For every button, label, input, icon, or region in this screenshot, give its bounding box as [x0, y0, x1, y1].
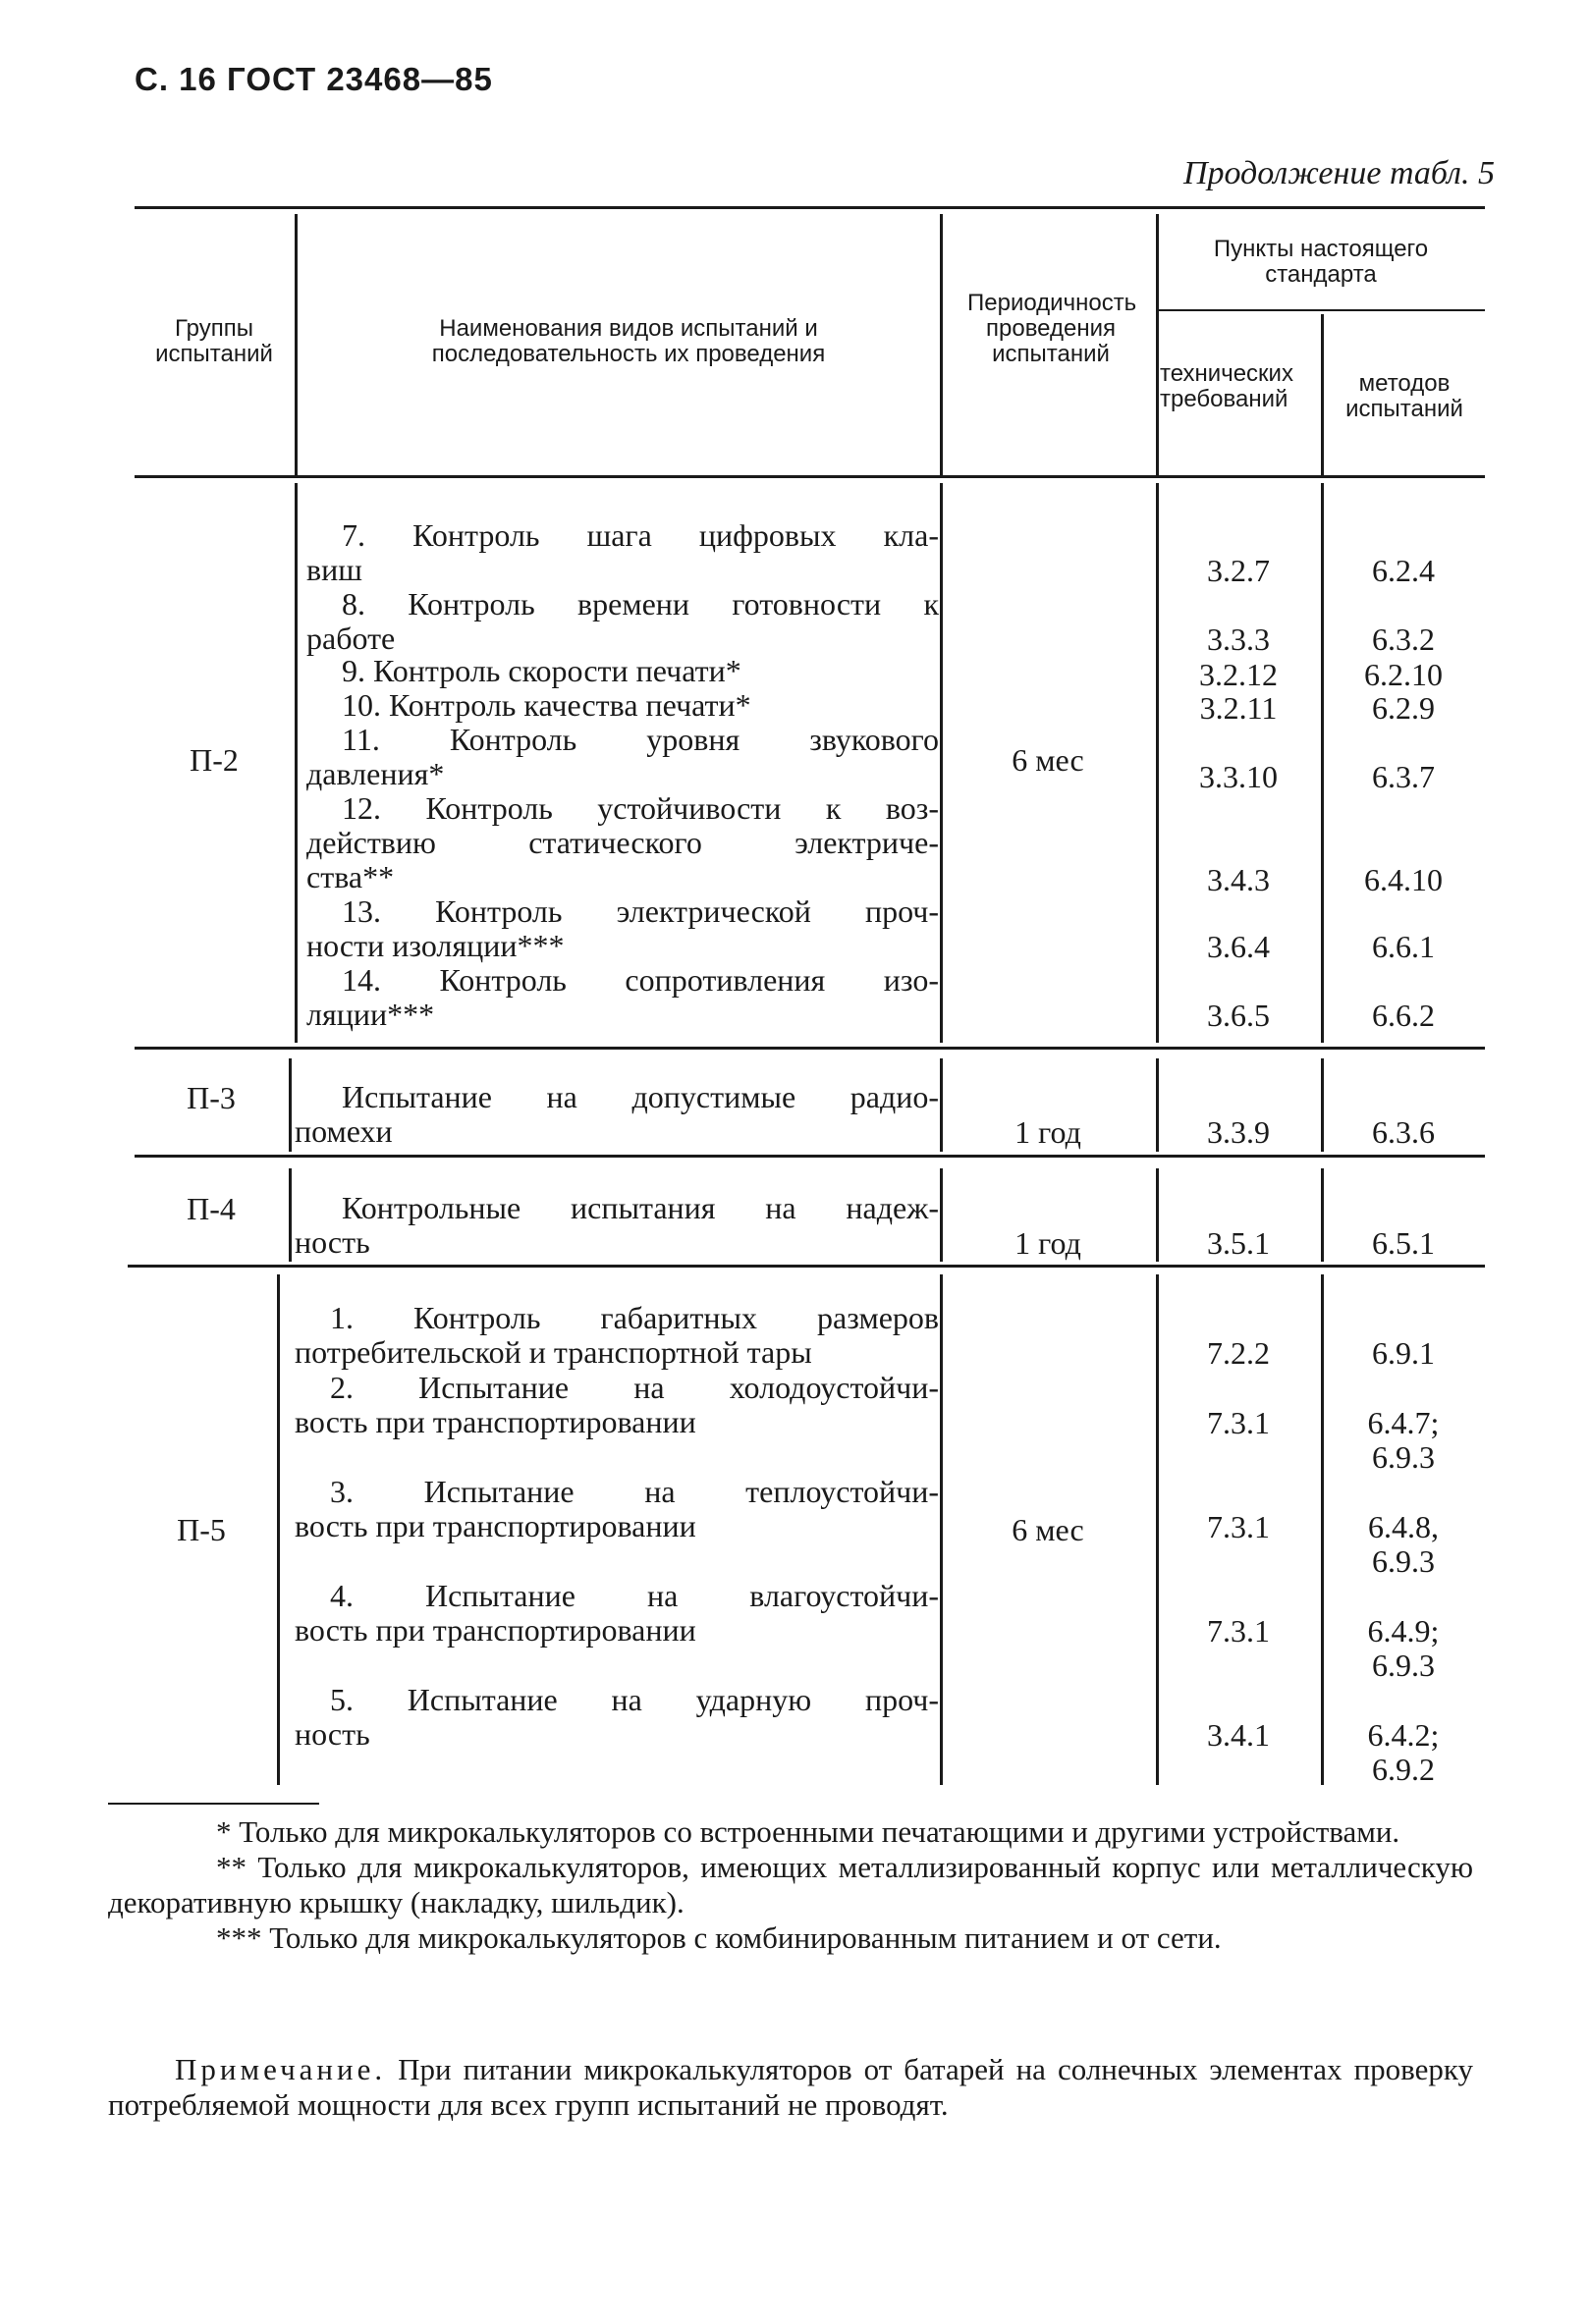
row-divider — [1156, 483, 1159, 1043]
method-clause-cont: 6.9.3 — [1372, 1439, 1435, 1475]
footnote: *** Только для микрокалькуляторов с комбинированным питанием и от сети. — [216, 1920, 1222, 1955]
column-header-name: Наименования видов испытаний и последовательность их проведения — [431, 315, 826, 367]
tech-clause: 3.2.7 — [1207, 553, 1270, 588]
test-name-line: 7. Контроль шага цифровых кла- — [342, 517, 939, 553]
method-clause-cont: 6.9.3 — [1372, 1543, 1435, 1579]
test-name-line: ность — [295, 1716, 370, 1752]
header-bottom-rule — [135, 475, 1485, 478]
test-name-line: вость при транспортировании — [295, 1508, 696, 1543]
method-clause: 6.4.10 — [1364, 862, 1443, 897]
method-clause: 6.4.7; — [1367, 1405, 1440, 1440]
row-divider — [1156, 1058, 1159, 1152]
method-clause-cont: 6.9.3 — [1372, 1648, 1435, 1683]
tech-clause: 7.3.1 — [1207, 1613, 1270, 1648]
row-divider — [1321, 1058, 1324, 1152]
header-divider — [1321, 314, 1324, 475]
test-name-line: 10. Контроль качества печати* — [342, 687, 751, 723]
test-name-line: 12. Контроль устойчивости к воз- — [342, 790, 939, 826]
test-name-line: работе — [306, 621, 396, 656]
header-divider — [940, 214, 943, 475]
column-header-group: Группы испытаний — [155, 315, 273, 367]
tech-clause: 7.3.1 — [1207, 1405, 1270, 1440]
method-clause: 6.2.9 — [1372, 690, 1435, 726]
footnotes — [108, 1814, 1473, 1956]
test-name-line: виш — [306, 552, 362, 587]
row-divider — [940, 1168, 943, 1262]
note-text: При питании микрокалькуляторов от батарей на солнечных элементах проверку потребляемой мощности для всех групп испытаний не проводят. — [108, 2052, 1473, 2122]
footnote: * Только для микрокалькуляторов со встроенными печатающими и другими устройствами. — [216, 1814, 1400, 1849]
row-divider — [1321, 483, 1324, 1043]
method-clause: 6.4.8, — [1368, 1509, 1439, 1544]
tech-clause: 3.5.1 — [1207, 1225, 1270, 1261]
test-name-line: 2. Испытание на холодоустойчи- — [330, 1370, 939, 1405]
test-name-line: ляции*** — [306, 997, 435, 1032]
footnote: ** Только для микрокалькуляторов, имеющих металлизированный корпус или металлическую декоративную крышку (накладку, шильдик). — [108, 1850, 1473, 1919]
column-header-tech: технических требований — [1160, 360, 1293, 412]
test-name-line: 11. Контроль уровня звукового — [342, 722, 939, 757]
test-name-line: 9. Контроль скорости печати* — [342, 653, 741, 688]
page-header: С. 16 ГОСТ 23468—85 — [135, 61, 493, 97]
header-divider — [1156, 214, 1159, 475]
method-clause: 6.6.2 — [1372, 998, 1435, 1033]
row-divider — [277, 1274, 280, 1785]
test-name-line: потребительской и транспортной тары — [295, 1334, 812, 1370]
test-name-line: вость при транспортировании — [295, 1404, 696, 1439]
tech-clause: 7.3.1 — [1207, 1509, 1270, 1544]
group-label: П-4 — [187, 1191, 236, 1226]
tech-clause: 7.2.2 — [1207, 1335, 1270, 1371]
table-continuation-label: Продолжение табл. 5 — [1182, 155, 1495, 191]
tech-clause: 3.4.3 — [1207, 862, 1270, 897]
row-divider — [940, 1058, 943, 1152]
row-divider — [940, 483, 943, 1043]
test-name-line: действию статического электриче- — [306, 825, 939, 860]
table-top-rule — [135, 206, 1485, 209]
test-name-line: 4. Испытание на влагоустойчи- — [330, 1578, 939, 1613]
group-label: П-5 — [177, 1512, 226, 1547]
group-period: 6 мес — [1012, 1512, 1084, 1547]
group-label: П-3 — [187, 1080, 236, 1115]
tech-clause: 3.2.12 — [1199, 657, 1278, 692]
method-clause: 6.3.6 — [1372, 1114, 1435, 1150]
test-name-line: ности изоляции*** — [306, 928, 565, 963]
test-name-line: 8. Контроль времени готовности к — [342, 586, 939, 622]
method-clause-cont: 6.9.2 — [1372, 1752, 1435, 1787]
method-clause: 6.4.2; — [1367, 1717, 1440, 1753]
tech-clause: 3.3.9 — [1207, 1114, 1270, 1150]
group-separator-rule — [128, 1265, 1485, 1268]
method-clause: 6.4.9; — [1367, 1613, 1440, 1648]
tech-clause: 3.3.10 — [1199, 759, 1278, 794]
method-clause: 6.3.2 — [1372, 622, 1435, 657]
tech-clause: 3.4.1 — [1207, 1717, 1270, 1753]
tech-clause: 3.6.5 — [1207, 998, 1270, 1033]
method-clause: 6.5.1 — [1372, 1225, 1435, 1261]
note-label: Примечание. — [175, 2052, 387, 2086]
clauses-subheader-rule — [1159, 309, 1485, 311]
test-name-line: вость при транспортировании — [295, 1612, 696, 1648]
group-separator-rule — [135, 1155, 1485, 1158]
row-divider — [295, 483, 298, 1043]
row-divider — [1321, 1274, 1324, 1785]
test-name-line: Испытание на допустимые радио- — [342, 1079, 939, 1114]
test-name-line: ность — [295, 1224, 370, 1260]
column-header-method: методов испытаний — [1345, 370, 1463, 422]
test-name-line: помехи — [295, 1113, 393, 1149]
test-name-line: давления* — [306, 756, 445, 791]
row-divider — [289, 1168, 292, 1262]
row-divider — [289, 1058, 292, 1152]
tech-clause: 3.6.4 — [1207, 929, 1270, 964]
group-separator-rule — [135, 1047, 1485, 1050]
method-clause: 6.2.10 — [1364, 657, 1443, 692]
method-clause: 6.6.1 — [1372, 929, 1435, 964]
group-period: 1 год — [1014, 1225, 1081, 1261]
row-divider — [1156, 1168, 1159, 1262]
row-divider — [940, 1274, 943, 1785]
group-label: П-2 — [190, 742, 239, 778]
group-period: 1 год — [1014, 1114, 1081, 1150]
method-clause: 6.2.4 — [1372, 553, 1435, 588]
footnote-separator — [108, 1803, 319, 1805]
column-header-clauses: Пункты настоящего стандарта — [1213, 236, 1429, 288]
test-name-line: 1. Контроль габаритных размеров — [330, 1300, 939, 1335]
tech-clause: 3.2.11 — [1199, 690, 1278, 726]
method-clause: 6.9.1 — [1372, 1335, 1435, 1371]
tech-clause: 3.3.3 — [1207, 622, 1270, 657]
test-name-line: Контрольные испытания на надеж- — [342, 1190, 939, 1225]
header-divider — [295, 214, 298, 475]
method-clause: 6.3.7 — [1372, 759, 1435, 794]
row-divider — [1321, 1168, 1324, 1262]
test-name-line: 3. Испытание на теплоустойчи- — [330, 1474, 939, 1509]
group-period: 6 мес — [1012, 742, 1084, 778]
test-name-line: ства** — [306, 859, 395, 894]
test-name-line: 13. Контроль электрической проч- — [342, 893, 939, 929]
table-note — [108, 2052, 1473, 2123]
column-header-period: Периодичность проведения испытаний — [967, 290, 1137, 367]
test-name-line: 14. Контроль сопротивления изо- — [342, 962, 939, 998]
row-divider — [1156, 1274, 1159, 1785]
test-name-line: 5. Испытание на ударную проч- — [330, 1682, 939, 1717]
